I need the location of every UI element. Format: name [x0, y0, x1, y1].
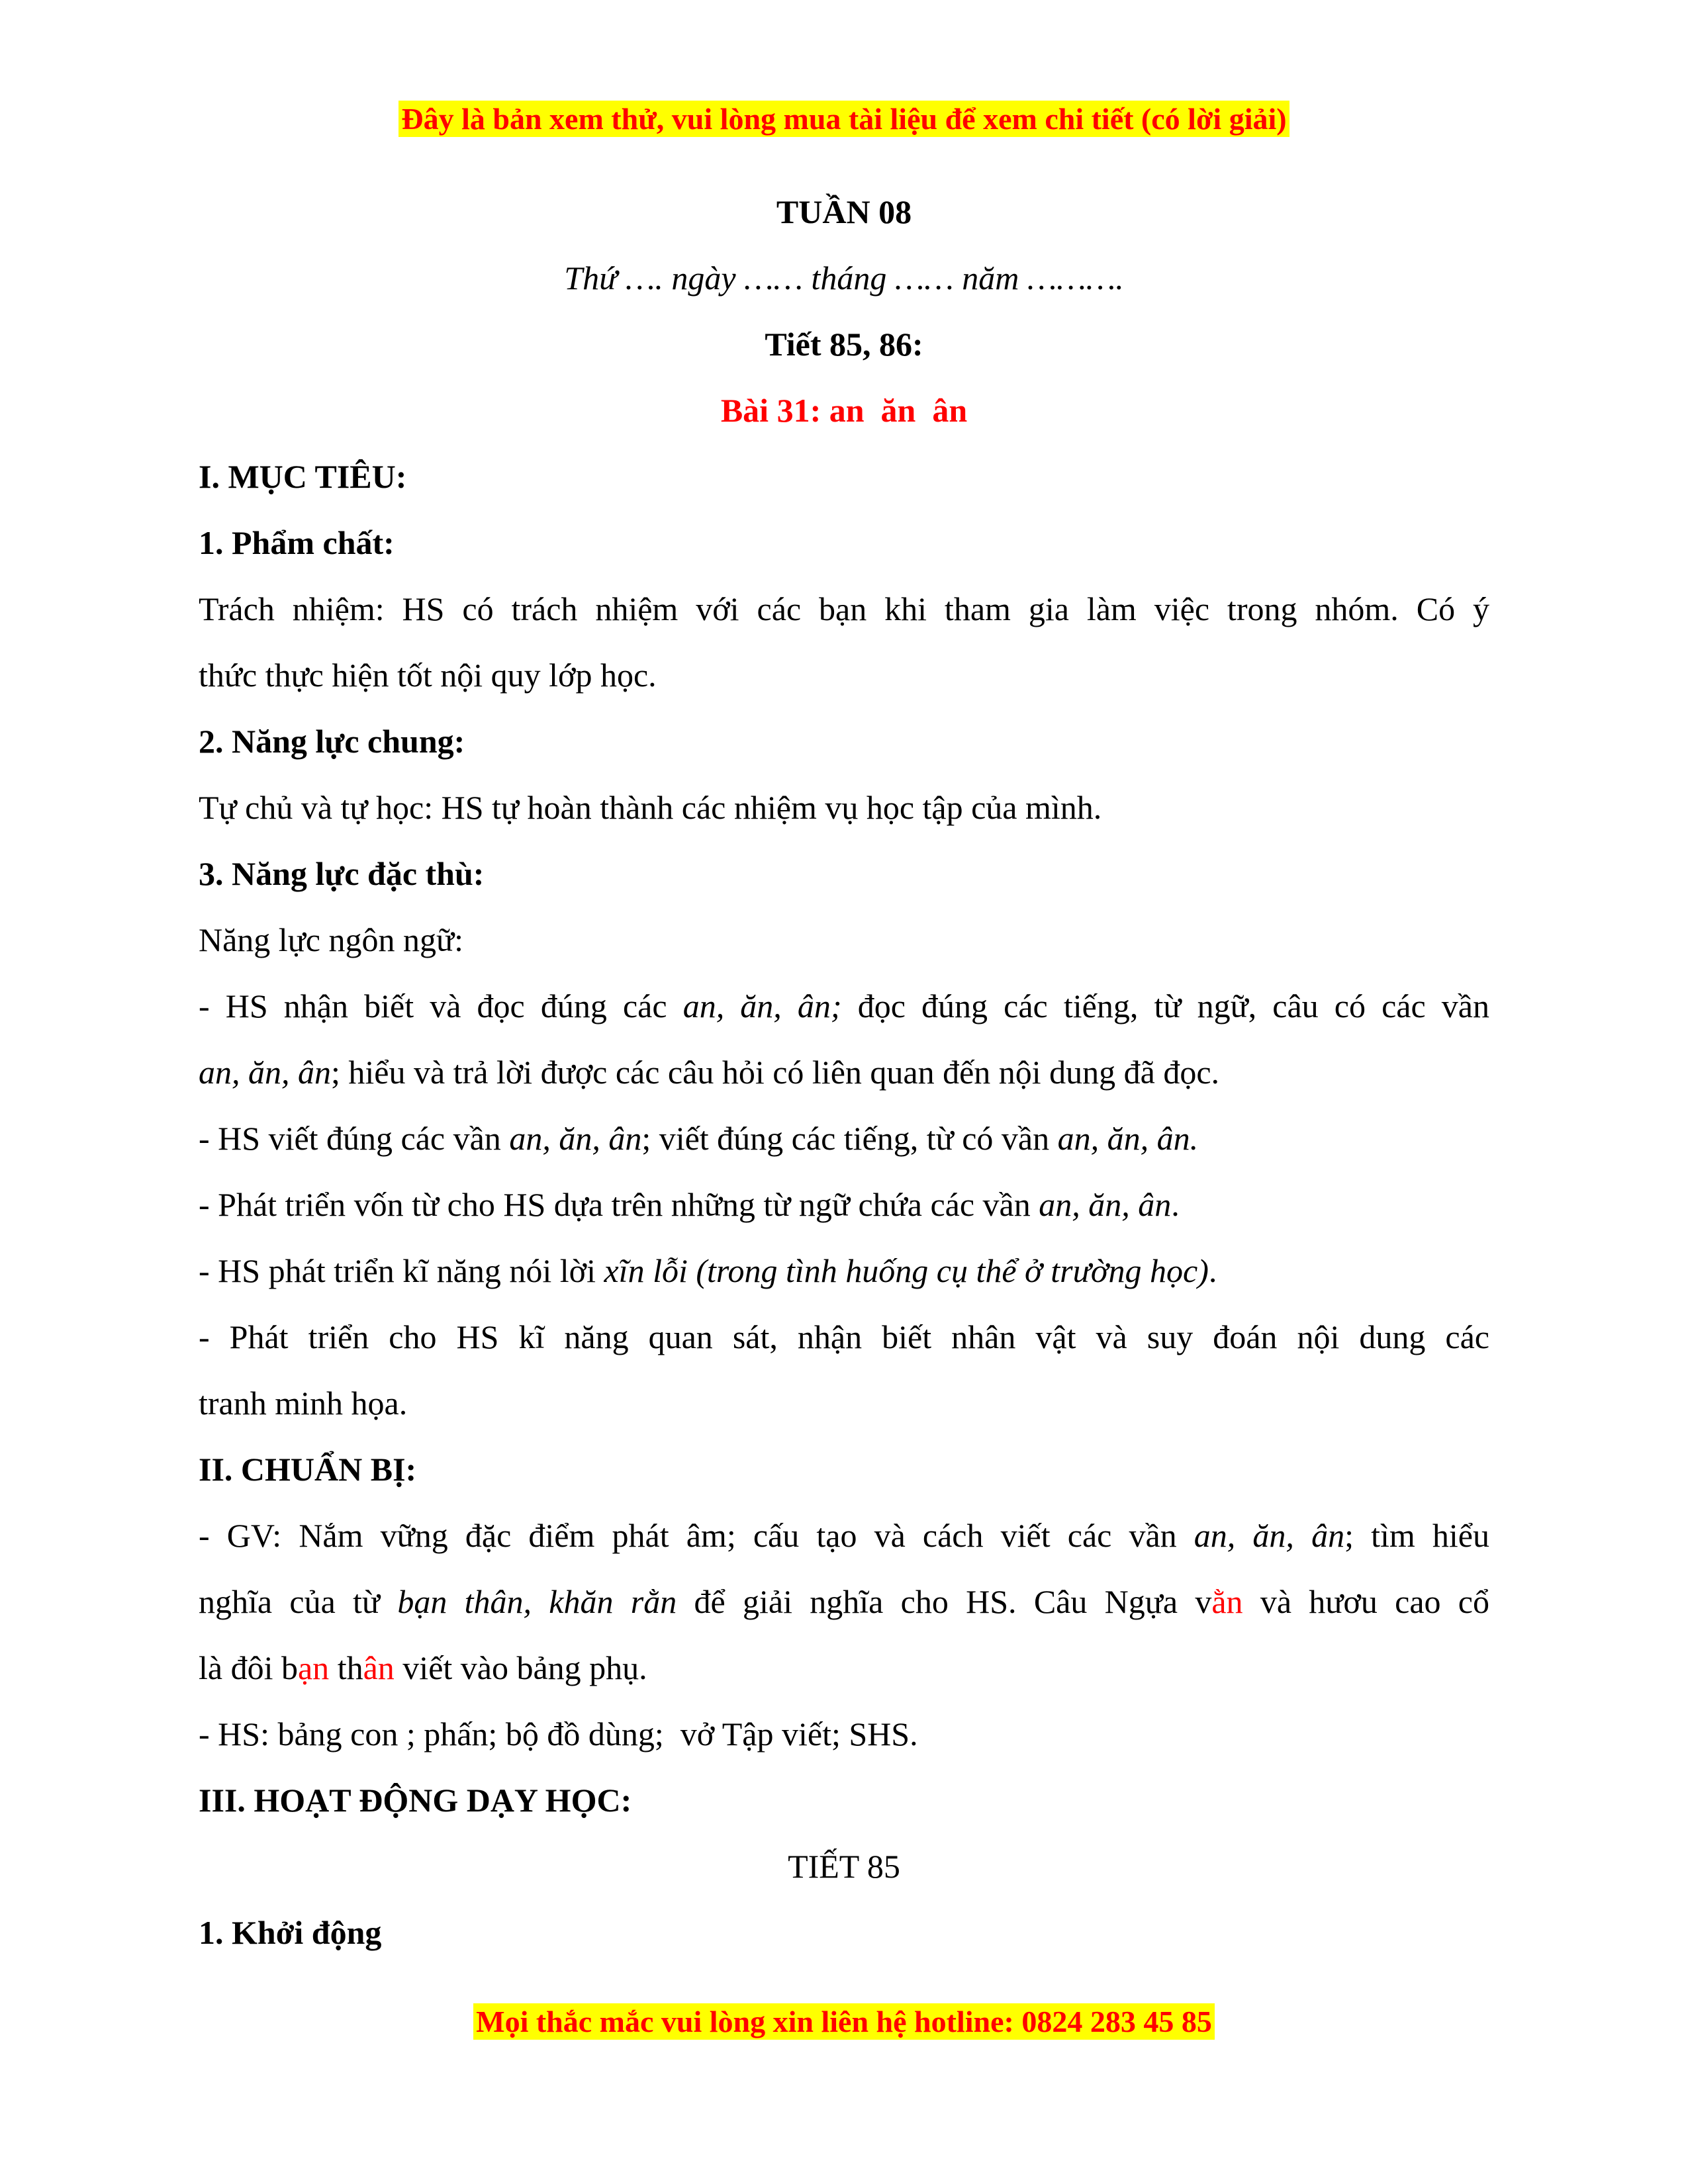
text-run: .: [1208, 1252, 1217, 1289]
section-objectives-title: I. MỤC TIÊU:: [199, 458, 407, 495]
hotline-banner: [0, 2002, 1688, 2042]
general-competence-text: Tự chủ và tự học: HS tự hoàn thành các nhiệm vụ học tập của mình.: [199, 789, 1102, 826]
italic-run: an, ăn, ân.: [1057, 1120, 1199, 1157]
teacher-prep-line1: [199, 1502, 1489, 1569]
text-run: để giải nghĩa cho HS. Câu Ngựa v: [677, 1583, 1212, 1620]
student-prep: - HS: bảng con ; phấn; bộ đồ dùng; vở Tập viết; SHS.: [199, 1715, 918, 1752]
bullet-vocabulary: [199, 1171, 1489, 1238]
period-85-heading: TIẾT 85: [788, 1848, 900, 1885]
text-run: ; hiểu và trả lời được các câu hỏi có liên quan đến nội dung đã đọc.: [331, 1054, 1220, 1091]
text-run: đọc đúng các tiếng, từ ngữ, câu có các vần: [841, 987, 1490, 1024]
bullet-recognize-line1: [199, 973, 1489, 1039]
week-heading: TUẦN 08: [776, 193, 912, 230]
text-run: ; viết đúng các tiếng, từ có vần: [641, 1120, 1058, 1157]
text-run: - HS phát triển kĩ năng nói lời: [199, 1252, 604, 1289]
highlighted-rhyme: ân: [363, 1649, 395, 1686]
lesson-title: Bài 31: an ăn ân: [720, 392, 968, 429]
text-run: là đôi b: [199, 1649, 298, 1686]
text-run: viết vào bảng phụ.: [394, 1649, 647, 1686]
italic-run: bạn thân, khăn rằn: [397, 1583, 677, 1620]
text-run: - Phát triển vốn từ cho HS dựa trên những từ ngữ chứa các vần: [199, 1186, 1039, 1223]
specific-competence-title: 3. Năng lực đặc thù:: [199, 855, 485, 892]
bullet-recognize-line2: [199, 1039, 1489, 1105]
periods-heading: Tiết 85, 86:: [765, 326, 923, 363]
text-run: - GV: Nắm vững đặc điểm phát âm; cấu tạo và cách viết các vần: [199, 1517, 1194, 1554]
text-run: ; tìm hiểu: [1344, 1517, 1490, 1554]
section-activities-title: III. HOẠT ĐỘNG DẠY HỌC:: [199, 1782, 632, 1819]
italic-run: an, ăn, ân: [1039, 1186, 1172, 1223]
preview-banner: [0, 99, 1688, 139]
teacher-prep-line2: [199, 1569, 1489, 1635]
general-competence-title: 2. Năng lực chung:: [199, 723, 465, 760]
section-preparation-title: II. CHUẨN BỊ:: [199, 1451, 417, 1488]
teacher-prep-line3: [199, 1635, 1489, 1701]
bullet-speaking: [199, 1238, 1489, 1304]
text-run: - HS viết đúng các vần: [199, 1120, 510, 1157]
lesson-plan-body: [199, 179, 1489, 1966]
bullet-observe-line1: - Phát triển cho HS kĩ năng quan sát, nhận biết nhân vật và suy đoán nội dung các: [199, 1318, 1489, 1355]
qualities-title: 1. Phẩm chất:: [199, 524, 395, 561]
text-run: th: [329, 1649, 363, 1686]
bullet-write: [199, 1105, 1489, 1171]
bullet-observe-line2: tranh minh họa.: [199, 1385, 408, 1422]
text-run: .: [1171, 1186, 1180, 1223]
text-run: và hươu cao cổ: [1243, 1583, 1490, 1620]
qualities-text-line1: Trách nhiệm: HS có trách nhiệm với các bạn khi tham gia làm việc trong nhóm. Có ý: [199, 590, 1489, 627]
italic-run: an, ăn, ân: [509, 1120, 642, 1157]
warmup-step-title: 1. Khởi động: [199, 1914, 382, 1951]
highlighted-rhyme: ằn: [1211, 1583, 1243, 1620]
preview-banner-text: Đây là bản xem thử, vui lòng mua tài liệu để xem chi tiết (có lời giải): [399, 101, 1289, 137]
hotline-banner-text: Mọi thắc mắc vui lòng xin liên hệ hotline: 0824 283 45 85: [473, 2003, 1215, 2040]
text-run: - HS nhận biết và đọc đúng các: [199, 987, 683, 1024]
language-competence-intro: Năng lực ngôn ngữ:: [199, 921, 463, 958]
italic-run: an, ăn, ân;: [682, 987, 842, 1024]
date-line: Thứ …. ngày …… tháng …… năm ……….: [564, 259, 1124, 296]
highlighted-rhyme: ạn: [297, 1649, 330, 1686]
italic-run: an, ăn, ân: [1194, 1517, 1345, 1554]
italic-run: an, ăn, ân: [199, 1054, 331, 1091]
italic-run: xĩn lỗi (trong tình huống cụ thể ở trường học): [604, 1252, 1209, 1289]
qualities-text-line2: thức thực hiện tốt nội quy lớp học.: [199, 657, 657, 694]
text-run: nghĩa của từ: [199, 1583, 398, 1620]
